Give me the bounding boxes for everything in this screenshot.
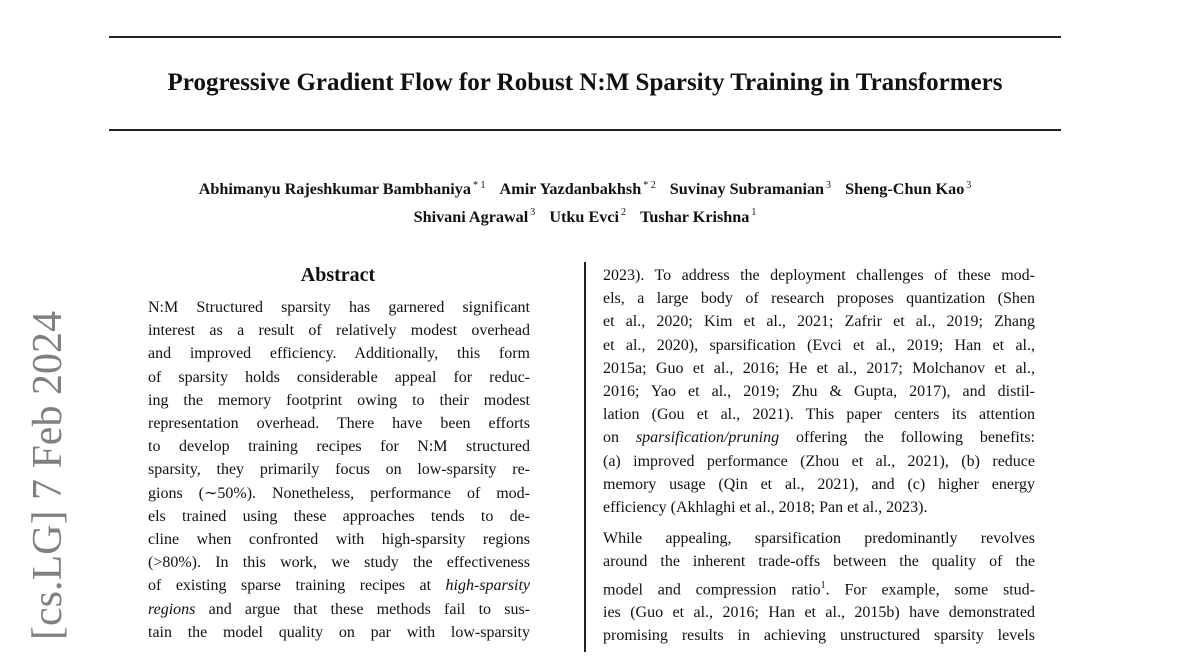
paper-title: Progressive Gradient Flow for Robust N:M Sparsity Training in Transformers xyxy=(167,69,1003,96)
abstract-emphasis: high-sparsity xyxy=(445,577,530,595)
abstract-line: of sparsity holds considerable appeal for reduc- xyxy=(148,368,530,386)
author: Shivani Agrawal $^3$ xyxy=(413,207,536,226)
author: Amir Yazdanbakhsh $^{* 2}$ xyxy=(499,180,656,199)
abstract-line: and improved efficiency. Additionally, this form xyxy=(148,345,530,363)
body-line: et al., 2020), sparsification (Evci et al., 2019; Han et al., xyxy=(603,336,1035,354)
abstract-line: (>80%). In this work, we study the effectiveness xyxy=(148,554,530,572)
body-emphasis: sparsification/pruning xyxy=(635,429,780,447)
arxiv-side-stamp: [cs.LG] 7 Feb 2024 xyxy=(25,311,71,640)
author-list xyxy=(80,174,1090,229)
body-line: lation (Gou et al., 2021). This paper centers its attention xyxy=(603,406,1035,424)
body-line: on sparsification/pruning offering the following benefits: xyxy=(603,429,1035,447)
body-line: 2015a; Guo et al., 2016; He et al., 2017; Molchanov et al., xyxy=(603,359,1035,377)
abstract-line: ing the memory footprint owing to their modest xyxy=(148,391,530,409)
body-line: promising results in achieving unstructured sparsity levels xyxy=(603,627,1035,645)
author: Tushar Krishna $^1$ xyxy=(640,207,757,226)
body-line: efficiency (Akhlaghi et al., 2018; Pan et al., 2023). xyxy=(603,499,928,517)
body-line: While appealing, sparsification predominantly revolves xyxy=(603,530,1035,548)
author: Abhimanyu Rajeshkumar Bambhaniya $^{* 1}$ xyxy=(198,180,486,199)
title-top-rule xyxy=(109,36,1061,38)
author: Suvinay Subramanian $^3$ xyxy=(669,180,832,199)
title-bottom-rule xyxy=(109,129,1061,131)
footnote-marker[interactable]: 1 xyxy=(820,579,826,591)
body-line: memory usage (Qin et al., 2021), and (c) higher energy xyxy=(603,475,1035,493)
column-divider xyxy=(584,262,586,652)
abstract-line: sparsity, they primarily focus on low-sparsity re- xyxy=(148,461,530,479)
abstract-heading: Abstract xyxy=(300,264,376,286)
body-line: 2023). To address the deployment challenges of these mod- xyxy=(603,267,1035,284)
body-right-column xyxy=(603,264,1035,656)
author: Utku Evci $^2$ xyxy=(549,207,627,226)
abstract-line: gions (∼50%). Nonetheless, performance of mod- xyxy=(148,484,530,502)
body-line: 2016; Yao et al., 2019; Zhu & Gupta, 2017), and distil- xyxy=(603,383,1035,401)
abstract-body xyxy=(148,296,530,644)
body-line: els, a large body of research proposes quantization (Shen xyxy=(603,290,1035,308)
abstract-line: regions and argue that these methods fail to sus- xyxy=(148,600,530,618)
abstract-line: cline when confronted with high-sparsity regions xyxy=(148,531,530,549)
author: Sheng-Chun Kao $^3$ xyxy=(845,180,972,199)
abstract-emphasis: regions xyxy=(148,600,196,618)
author-line-2 xyxy=(80,201,1090,228)
abstract-line: of existing sparse training recipes at high-sparsity xyxy=(148,577,530,595)
body-line: model and compression ratio$^1$. For example, some stud- xyxy=(603,579,1035,598)
body-line: (a) improved performance (Zhou et al., 2021), (b) reduce xyxy=(603,452,1035,470)
body-paragraph xyxy=(603,264,1035,519)
abstract-line: representation overhead. There have been efforts xyxy=(148,415,530,433)
abstract-line: els trained using these approaches tends to de- xyxy=(148,507,530,525)
body-line: around the inherent trade-offs between the quality of the xyxy=(603,553,1035,571)
body-line: ies (Guo et al., 2016; Han et al., 2015b) have demonstrated xyxy=(603,604,1035,622)
abstract-line: interest as a result of relatively modest overhead xyxy=(148,322,530,340)
abstract-line: to develop training recipes for N:M structured xyxy=(148,438,530,456)
body-paragraph xyxy=(603,527,1035,647)
abstract-line: N:M Structured sparsity has garnered significant xyxy=(148,299,530,316)
abstract-line: tain the model quality on par with low-sparsity xyxy=(148,623,530,641)
author-line-1 xyxy=(80,174,1090,201)
body-line: et al., 2020; Kim et al., 2021; Zafrir et al., 2019; Zhang xyxy=(603,313,1035,331)
